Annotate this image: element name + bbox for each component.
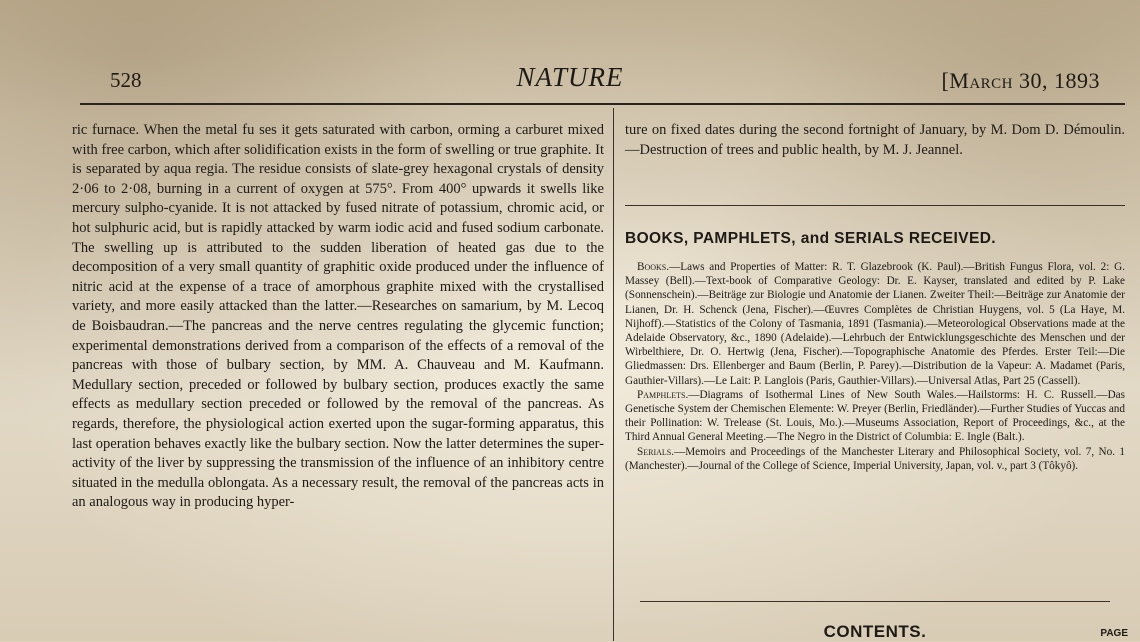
right-column-top-text: ture on fixed dates during the second fortnight of January, by M. Dom D. Démoulin.—Destruction of trees and public health, by M. J. Jeannel.	[625, 122, 1125, 158]
books-paragraph	[625, 260, 1125, 388]
books-received-heading: BOOKS, PAMPHLETS, and SERIALS RECEIVED.	[625, 230, 996, 247]
section-rule	[625, 205, 1125, 206]
page-header	[0, 58, 1140, 98]
books-text: —Laws and Properties of Matter: R. T. Glazebrook (K. Paul).—British Fungus Flora, vol. 2: G. Massey (Bell).—Text-book of Comparative Geology: Dr. E. Kayser, translated and edited by P. Lake (Sonnenschein).—Beiträge zur Biologie und Anatomie der Lianen. Zweiter Theil:—Beiträge zur Anatomie der Lianen, Dr. H. Schenck (Jena, Fischer).—Œuvres Complètes de Christian Huygens, vol. 5 (La Haye, M. Nijhoff).—Statistics of the Colony of Tasmania, 1891 (Tasmania).—Meteorological Observations made at the Adelaide Observatory, &c., 1890 (Adelaide).—Lehrbuch der Entwicklungsgeschichte des Menschen und der Wirbelthiere, Dr. O. Hertwig (Jena, Fischer).—Topographische Anatomie des Pferdes. Erster Teil:—Die Gliedmassen: Drs. Ellenberger and Baum (Berlin, P. Parey).—Distribution de la Vapeur: A. Madamet (Paris, Gauthier-Villars).—Le Lait: P. Langlois (Paris, Gauthier-Villars).—Universal Atlas, Part 25 (Cassell).	[625, 261, 1125, 387]
pamphlets-label: Pamphlets.	[637, 388, 689, 401]
serials-text: —Memoirs and Proceedings of the Manchester Literary and Philosophical Society, vol. 7, No. 1 (Manchester).—Journal of the College of Science, Imperial University, Japan, vol. v., part 3 (Tôkyô).	[625, 445, 1125, 472]
page-number: 528	[110, 68, 142, 92]
books-label: Books.	[637, 261, 670, 273]
books-received-list	[625, 260, 1125, 473]
contents-page-label: PAGE	[1100, 628, 1128, 639]
issue-date: [March 30, 1893	[941, 68, 1100, 93]
serials-paragraph	[625, 445, 1125, 473]
header-rule	[80, 103, 1125, 105]
right-column	[625, 121, 1125, 160]
pamphlets-text: —Diagrams of Isothermal Lines of New South Wales.—Hailstorms: H. C. Russell.—Das Genetische System der Chemischen Elemente: W. Preyer (Berlin, Friedländer).—Further Studies of Yuccas and their Pollination: W. Trelease (St. Louis, Mo.).—Museums Association, Report of Proceedings, &c., at the Third Annual General Meeting.—The Negro in the District of Columbia: E. Ingle (Balt.).	[625, 388, 1125, 444]
pamphlets-paragraph	[625, 388, 1125, 445]
contents-rule	[640, 601, 1110, 602]
left-column-text: ric furnace. When the metal fu ses it gets saturated with carbon, orming a carburet mixed with free carbon, which after solidification exists in the form of swelling or true graphite. It is separated by aqua regia. The residue consists of slate-grey hexagonal crystals of density 2·06 to 2·08, burning in a current of oxygen at 575°. From 400° upwards it swells like mercury sulpho-cyanide. It is not attacked by fused nitrate of potassium, chromic acid, or hot sulphuric acid, but is rapidly attacked by warm iodic acid and fused sodium carbonate. The swelling up is attributed to the sudden liberation of heated gas due to the decomposition of a very small quantity of graphitic oxide produced under the influence of nitric acid at the expense of a trace of amorphous graphite mixed with the crystallised variety, and more easily attacked than the latter.—Researches on samarium, by M. Lecoq de Boisbaudran.—The pancreas and the nerve centres regulating the glycemic function; experimental demonstrations derived from a comparison of the effects of a removal of the pancreas with those of bulbary section, by MM. A. Chauveau and M. Kaufmann. Medullary section, preceded or followed by bulbary section, produces exactly the same effects as medullary section preceded or followed by the removal of the pancreas. As regards, therefore, the physiological action exerted upon the sugar-forming apparatus, this last operation behaves exactly like the bulbary section. Now the latter determines the super-activity of the liver by suppressing the transmission of the influence of an inhibitory centre situated in the medulla oblongata. As a necessary result, the removal of the pancreas acts in an analogous way in producing hyper-	[72, 122, 604, 511]
column-divider	[613, 108, 614, 641]
journal-title: NATURE	[516, 62, 624, 92]
left-column	[72, 121, 604, 513]
serials-label: Serials.	[637, 445, 675, 458]
contents-heading: CONTENTS.	[823, 622, 927, 641]
